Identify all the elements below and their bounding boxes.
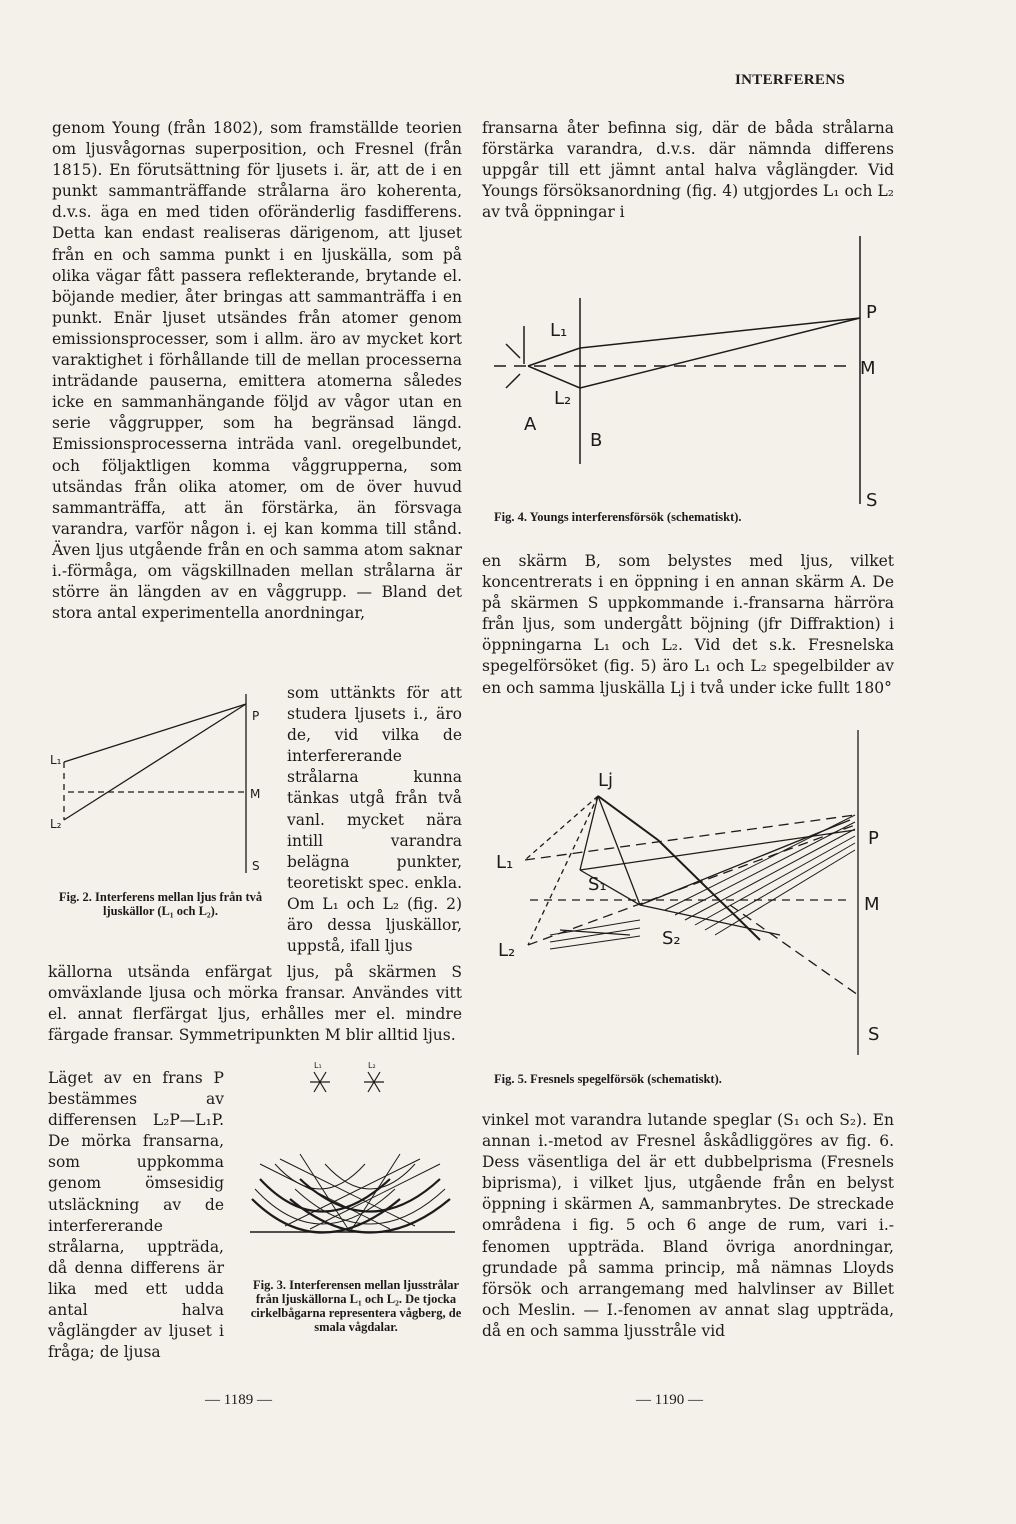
fig5-label-l2: L₂	[498, 940, 516, 961]
fig2-label-p: P	[252, 709, 260, 723]
left-main-paragraph: genom Young (från 1802), som framställde teorien om ljusvågornas superposition, och Fresnel (från 1815). En förutsättning för ljusets i. är, att de i en punkt sammanträffande strålarna äro koherenta, d.v.s. äga en med tiden oföränderlig fasdifferens. Detta kan endast realiseras därigenom, att ljuset från en och samma punkt i en ljuskälla, som på olika vägar fått passera reflekterande, brytande el. böjande medier, åter bringas att sammanträffa i en punkt. Enär ljuset utsändes från atomer genom emissionsprocesser, som i allm. äro av mycket kort varaktighet i förhållande till de mellan processerna inträdande pauserna, emittera atomerna således icke en sammanhängande följd av vågor utan en serie våggrupper, som ha begränsad längd. Emissionsprocesserna inträda vanl. oregelbundet, och följaktligen komma våggrupperna, som utsändas från olika atomer, om de över huvud sammanträffa, att än förstärka, än försvaga varandra, varför någon i. ej kan komma till stånd. Även ljus utgående från en och samma atom saknar i.-förmåga, om vägskillnaden mellan strålarna är större än längden av en våggrupp. — Bland det stora antal experimentella anordningar,	[52, 119, 462, 623]
fig5-label-lj: Lj	[598, 770, 614, 791]
right-middle-text: en skärm B, som belystes med ljus, vilket koncentrerats i en öppning i en annan skärm A. De på skärmen S uppkommande i.-fransarna härröra från ljus, som undergått böjning (jfr Diffraktion) i öppningarna L₁ och L₂. Vid det s.k. Fresnelska spegelförsöket (fig. 5) äro L₁ och L₂ spegelbilder av en och samma ljuskälla Lj i två under icke fullt 180°	[482, 552, 894, 697]
fig4-label-l1: L₁	[550, 320, 568, 341]
fig5-label-l1: L₁	[496, 852, 514, 873]
right-page-number: — 1190 —	[636, 1392, 703, 1408]
text-beside-fig2: som uttänkts för att studera ljusets i., äro de, vid vilka de interfererande strålarna kunna tänkas utgå från två vanl. mycket nära intill varandra belägna punkter, teoretiskt spec. enkla. Om L₁ och L₂ (fig. 2) äro dessa ljuskällor, uppstå, ifall ljus	[287, 684, 462, 956]
fig5-diagram	[490, 730, 900, 1060]
fig5-label-s1: S₁	[588, 874, 607, 895]
running-title: INTERFERENS	[735, 72, 845, 88]
fig2-label-s: S	[252, 859, 260, 873]
fig4-label-l2: L₂	[554, 388, 572, 409]
fig2-diagram	[48, 688, 278, 883]
fig5-caption: Fig. 5. Fresnels spegelförsök (schematiskt).	[494, 1072, 722, 1086]
right-bottom-text: vinkel mot varandra lutande speglar (S₁ och S₂). En annan i.-metod av Fresnel åskådliggöres av fig. 6. Dess väsentliga del är ett dubbelprisma (Fresnels biprisma), i vilket ljus, utgående från en belyst öppning i skärmen A, sammanbrytes. De streckade områdena i fig. 5 och 6 ange de rum, vari i.-fenomen uppträda. Bland övriga anordningar, grundade på samma princip, må nämnas Lloyds försök och arrangemang med halvlinser av Billet och Meslin. — I.-fenomen av annat slag uppträda, då en och samma ljusstråle vid	[482, 1111, 894, 1340]
fig5-label-s2: S₂	[662, 928, 681, 949]
fig3-label-l1: L₁	[314, 1061, 322, 1070]
text-after-fig2: källorna utsända enfärgat ljus, på skärmen S omväxlande ljusa och mörka fransar. Användes vitt el. annat flerfärgat ljus, erhålles mer el. mindre färgade fransar. Symmetripunkten M blir alltid ljus.	[48, 963, 462, 1045]
fig2-label-l1: L₁	[50, 753, 62, 767]
text-beside-fig3: Läget av en frans P bestämmes av differensen L₂P—L₁P. De mörka fransarna, som uppkomma genom ömsesidig utsläckning av de interfererande strålarna, uppträda, då denna differens är lika med ett udda antal halva våglängder av ljuset i fråga; de ljusa	[48, 1069, 224, 1362]
right-top-text: fransarna åter befinna sig, där de båda strålarna förstärka varandra, d.v.s. där nämnda differens uppgår till ett jämnt antal halva våglängder. Vid Youngs försöksanordning (fig. 4) utgjordes L₁ och L₂ av två öppningar i	[482, 119, 894, 222]
fig2-label-m: M	[250, 787, 261, 801]
left-page-number: — 1189 —	[205, 1392, 272, 1408]
fig4-label-m: M	[860, 358, 876, 379]
fig4-caption: Fig. 4. Youngs interferensförsök (schematiskt).	[494, 510, 742, 524]
fig3-diagram	[240, 1054, 470, 1269]
fig2-caption: Fig. 2. Interferens mellan ljus från två ljuskällor (L₁ och L₂).	[58, 890, 263, 918]
fig4-label-s: S	[866, 490, 878, 511]
fig5-label-p: P	[868, 828, 879, 849]
fig5-label-s: S	[868, 1024, 880, 1045]
fig3-label-l2: L₂	[368, 1061, 376, 1070]
left-column-text	[52, 118, 462, 624]
fig4-label-p: P	[866, 302, 877, 323]
fig3-caption: Fig. 3. Interferensen mellan ljusstrålar från ljuskällorna L₁ och L₂. De tjocka cirkelbågarna representera vågberg, de smala vågdalar.	[250, 1278, 462, 1334]
fig4-label-a: A	[524, 414, 537, 435]
fig5-label-m: M	[864, 894, 880, 915]
fig2-label-l2: L₂	[50, 817, 62, 831]
fig4-diagram	[484, 236, 904, 511]
fig4-label-b: B	[590, 430, 603, 451]
